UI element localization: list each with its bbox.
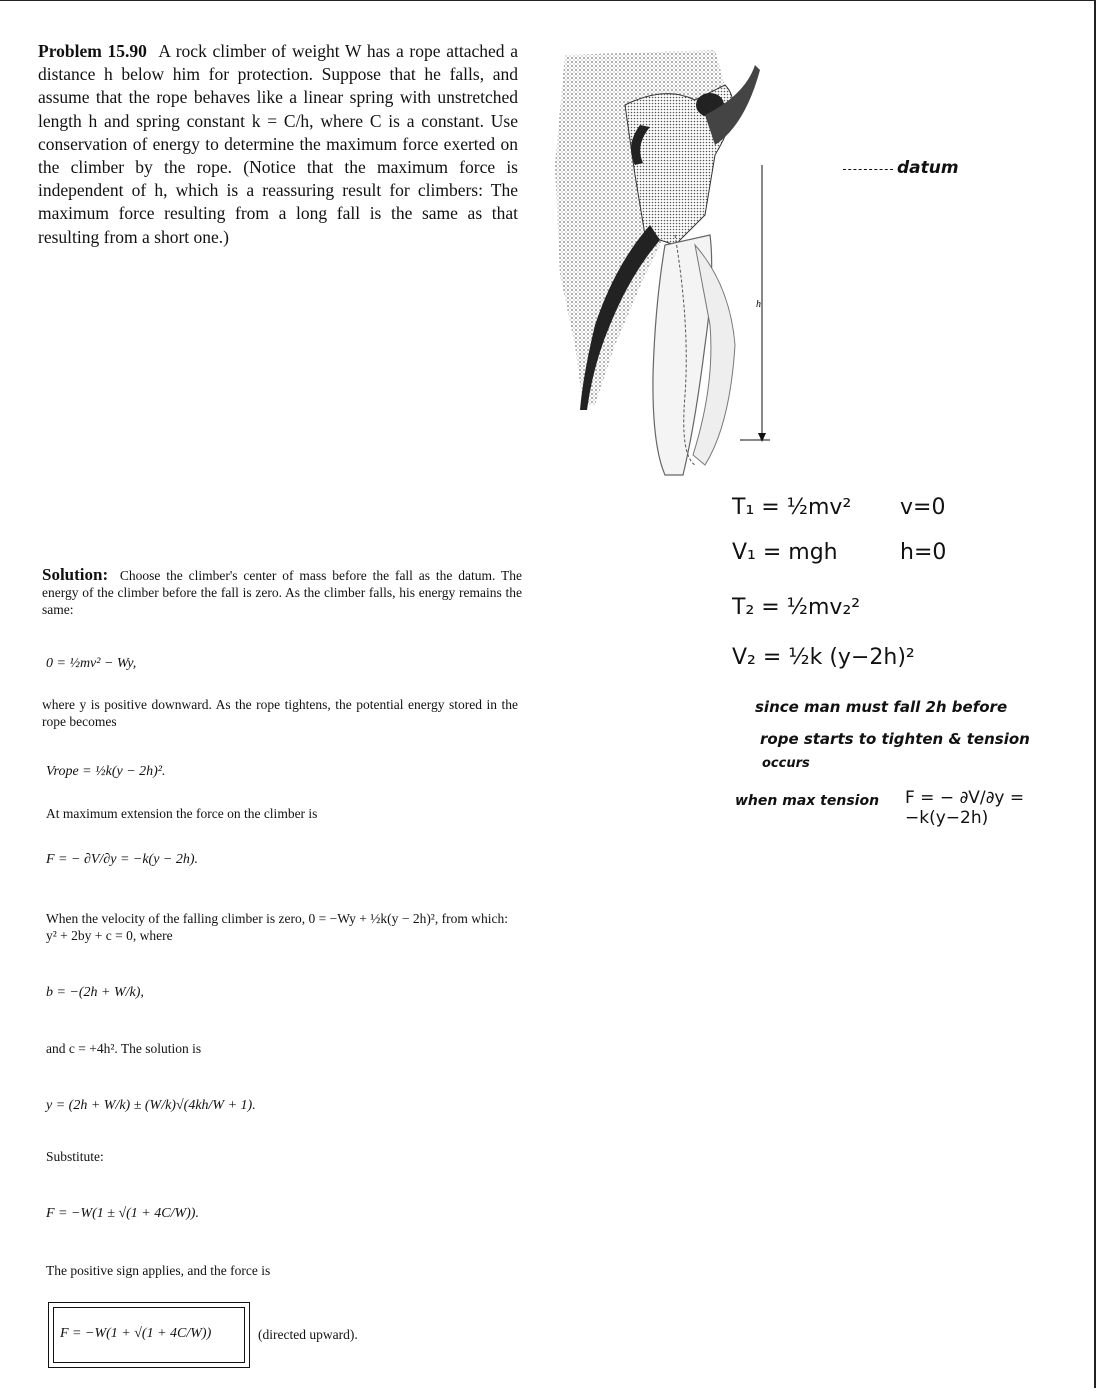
datum-line: [843, 169, 893, 170]
equation-1: 0 = ½mv² − Wy,: [46, 656, 137, 671]
final-answer-box: [48, 1302, 250, 1368]
equation-4: b = −(2h + W/k),: [46, 985, 144, 1000]
solution-paragraph-6: Substitute:: [46, 1149, 104, 1164]
datum-label: datum: [897, 158, 959, 178]
hand-v1: V₁ = mgh: [732, 540, 838, 565]
solution-paragraph-3: At maximum extension the force on the climber is: [46, 806, 318, 821]
problem-label: Problem 15.90: [38, 41, 147, 61]
hand-force-eq: F = − ∂V/∂y = −k(y−2h): [905, 788, 1025, 828]
solution-paragraph-4: When the velocity of the falling climber is zero, 0 = −Wy + ½k(y − 2h)², from which: y² + 2by + c = 0, where: [46, 911, 508, 943]
solution-intro: [42, 566, 522, 618]
hand-t2: T₂ = ½mv₂²: [732, 595, 861, 620]
hand-h-eq: h=0: [900, 540, 947, 565]
solution-paragraph-5: and c = +4h². The solution is: [46, 1041, 202, 1056]
datum-annotation: [843, 158, 959, 178]
solution-intro-text: Choose the climber's center of mass before the fall as the datum. The energy of the climber before the fall is zero. As the climber falls, his energy remains the same:: [42, 568, 523, 617]
h-label: h: [756, 299, 761, 310]
equation-6: F = −W(1 ± √(1 + 4C/W)).: [46, 1206, 199, 1221]
hand-note-line2: rope starts to tighten & tension: [760, 730, 1030, 748]
hand-v2: V₂ = ½k (y−2h)²: [732, 645, 915, 670]
equation-5: y = (2h + W/k) ± (W/k)√(4kh/W + 1).: [46, 1098, 256, 1113]
final-direction-note: (directed upward).: [258, 1327, 358, 1342]
solution-paragraph-7: The positive sign applies, and the force is: [46, 1263, 271, 1278]
final-answer-inner-box: [53, 1307, 245, 1363]
solution-heading: Solution:: [42, 565, 109, 584]
solution-paragraph-2: where y is positive downward. As the rope tightens, the potential energy stored in the rope becomes: [42, 697, 518, 729]
hand-v-eq: v=0: [900, 495, 946, 520]
problem-statement: [38, 40, 518, 249]
hand-note-line1: since man must fall 2h before: [755, 698, 1008, 716]
climber-figure: [555, 45, 815, 490]
h-arrowhead: [758, 433, 766, 442]
hand-max-label: when max tension: [735, 793, 880, 809]
equation-3: F = − ∂V/∂y = −k(y − 2h).: [46, 852, 199, 867]
hand-note-line3: occurs: [762, 756, 810, 771]
hand-t1: T₁ = ½mv²: [732, 495, 852, 520]
equation-2: Vrope = ½k(y − 2h)².: [46, 764, 166, 779]
problem-text: A rock climber of weight W has a rope attached a distance h below him for protection. Suppose that he falls, and assume that the rope behaves like a linear spring with unstretched length h and spring constant k = C/h, where C is a constant. Use conservation of energy to determine the maximum force exerted on the climber by the rope. (Notice that the maximum force is independent of h, which is a reassuring result for climbers: The maximum force resulting from a long fall is the same as that resulting from a short one.): [38, 41, 518, 247]
final-equation: F = −W(1 + √(1 + 4C/W)): [60, 1326, 212, 1341]
